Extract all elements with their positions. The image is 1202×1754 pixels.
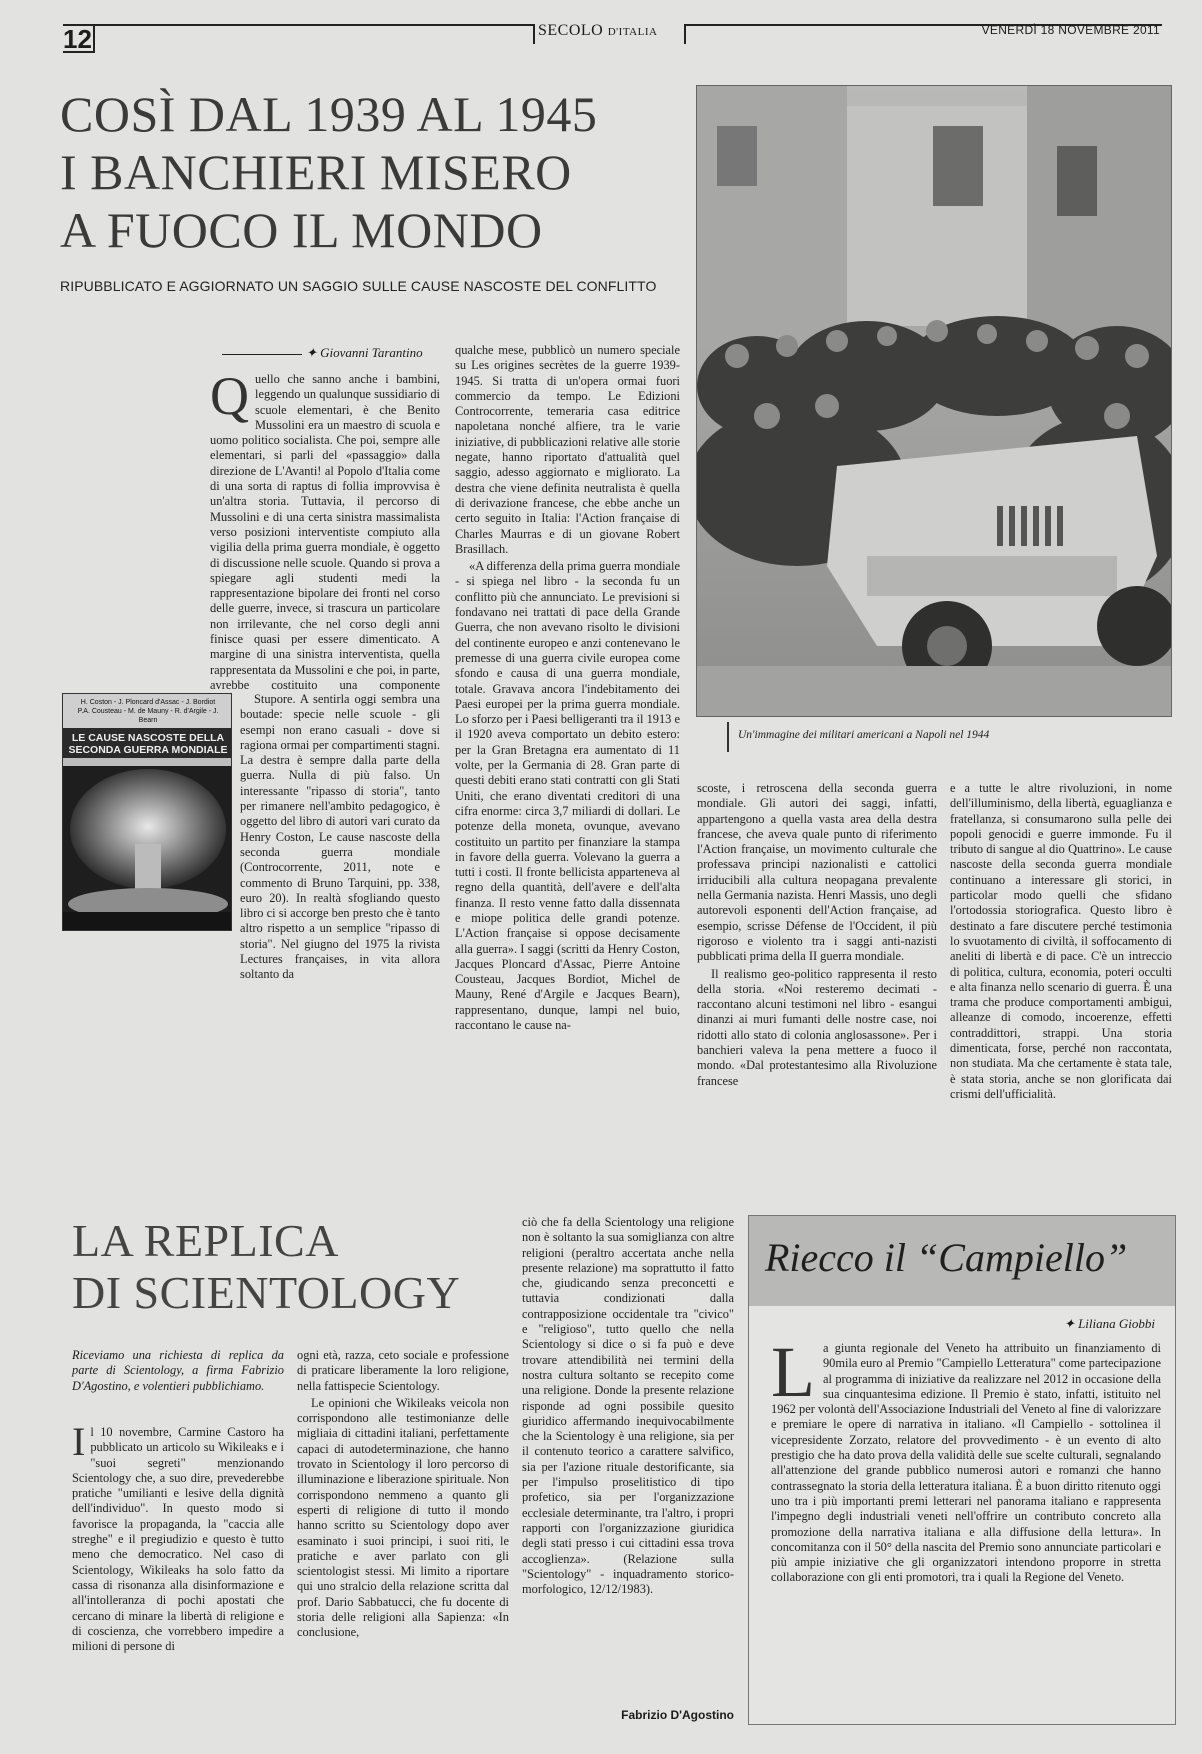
- book-authors-2: P.A. Cousteau - M. de Mauny - R. d'Argile - J. Bearn: [77, 708, 219, 724]
- replica-signature: Fabrizio D'Agostino: [621, 1708, 734, 1722]
- campiello-byline: ✦ Liliana Giobbi: [1063, 1316, 1155, 1331]
- replica-column-1: [72, 1425, 284, 1725]
- main-col3-para2: Il realismo geo-politico rappresenta il resto della storia. «Noi resteremo decimati - raccontano alcuni testimoni nel libro - esangui dinanzi ai muri fumanti delle nostre case, noi ridotti allo stato di colonia anglosassone». Per i banchieri valeva la pena mettere a fuoco il mondo. «Dal protestantesimo alla Rivoluzione francese: [697, 966, 937, 1088]
- replica-col3-para1: ciò che fa della Scientology una religione non è soltanto la sua somiglianza con altre religioni (peraltro accertata anche nella presente relazione) ma soprattutto il fatto che, giudicando senza preconcetti e tuttavia condizionati dalla contrapposizione occidentale tra "civico" e "religioso", tutto quello che nella Scientology si dice o si fa può e deve trovare attendibilità nei termini della nostra cultura soltanto se recepito come una religione. Donde la presente relazione risponde ad ogni possibile quesito giuridico affermando inequivocabilmente che la Scientology è una religione, sia per il contenuto teorico a carattere salvifico, sia per l'azione rituale destorificante, sia per l'impulso proselitistico di tipo profetico, sia per l'organizzazione ecclesiale determinante, tra l'altro, i propri rapporti con l'organizzazione giuridica degli stati presso i cui cittadini essa trova accoglienza». (Relazione sulla "Scientology" - inquadramento storico-morfologico, 12/12/1983).: [522, 1215, 734, 1597]
- main-subheadline: RIPUBBLICATO E AGGIORNATO UN SAGGIO SULLE CAUSE NASCOSTE DEL CONFLITTO: [60, 278, 657, 294]
- replica-column-2: [297, 1348, 509, 1725]
- main-byline: ✦ Giovanni Tarantino: [222, 345, 423, 361]
- campiello-headline: Riecco il “Campiello”: [765, 1235, 1128, 1280]
- main-column-2: [455, 343, 680, 1163]
- replica-col2-para1: ogni età, razza, ceto sociale e professione di praticare liberamente la loro religione, nella fattispecie Scientology.: [297, 1348, 509, 1393]
- main-column-1-top: [210, 372, 440, 692]
- main-col4-para1: e a tutte le altre rivoluzioni, in nome dell'illuminismo, della libertà, eguaglianza e fratellanza, si consumarono sulla pelle dei popoli genocidi e guerre immonde. Fu il tributo di sangue al dio Quattrino». Le cause nascoste della seconda guerra mondiale continuano a interessare gli storici, in particolar modo quelli che sfidano l'ortodossia storiografica. Questo libro è destinato a fare discutere perché testimonia lo svuotamento di civiltà, il soffocamento di aneliti di libertà e di pace. C'è un intreccio di politica, cultura, economia, poteri occulti e alta finanza nello scenario di guerra. È una trama che produce comportamenti ambigui, alleanze di comodo, incoerenze, effetti contraddittori, strappi. Una storia dimenticata, forse, perché non raccontata, non studiata. Ma che certamente è stata tale, è stata storia, anche se non glorificata dai crismi dell'ufficialità.: [950, 781, 1172, 1101]
- main-column-4: [950, 781, 1172, 1163]
- replica-headline: LA REPLICA DI SCIENTOLOGY: [72, 1215, 461, 1318]
- replica-col1-text: l 10 novembre, Carmine Castoro ha pubblicato un articolo su Wikileaks e i "suoi segreti" menzionando Scientology che, a suo dire, prevederebbe pratiche "umilianti e lesive della dignità dell'individuo". In questo modo si favorisce la propaganda, la "caccia alle streghe" e il pregiudizio e questo è tutto meno che democratico. Nel caso di Scientology, Wikileaks ha solo fatto da cassa di risonanza alla disinformazione e all'intolleranza di pochi apostati che cercano di minare la libertà di religione e di coscienza, che vorrebbero impedire a milioni di persone di: [72, 1425, 284, 1654]
- main-col2-para1: qualche mese, pubblicò un numero speciale su Les origines secrètes de la guerre 1939-1945. Si tratta di un'opera ormai fuori commercio da tempo. Le Edizioni Controcorrente, temeraria casa editrice napoletana nonché alfiere, tra le varie iniziative, di pubblicazioni relative alle storie negate, hanno riportato d'attualità quel saggio, adesso aggiornato e migliorato. La destra che viene definita neutralista è quella di derivazione francese, che ebbe anche un certo seguito in Italia: l'Action française di Charles Maurras e di un giovane Robert Brasillach.: [455, 343, 680, 556]
- main-col1-text-2: Stupore. A sentirla oggi sembra una boutade: specie nelle scuole - gli esempi non erano casuali - dove si ragiona ormai per compartimenti stagni. La destra è sempre dalla parte della guerra. Nulla di più falso. Un interessante "ripasso di storia", tanto per rimanere nell'ambito pedagogico, è oggetto del libro di autori vari curato da Henry Coston, Le cause nascoste della seconda guerra mondiale (Controcorrente, 2011, note e commento di Bruno Tarquini, pp. 338, euro 20). In realtà sfogliando questo libro ci si accorge ben presto che è tanto altro rispetto a un semplice "ripasso di storia". Nel giugno del 1975 la rivista Lectures françaises, in vita allora soltanto da: [240, 692, 440, 982]
- main-headline: COSÌ DAL 1939 AL 1945 I BANCHIERI MISERO A FUOCO IL MONDO: [60, 86, 598, 258]
- book-authors-1: H. Coston - J. Ploncard d'Assac - J. Bordiot: [80, 699, 216, 706]
- book-title: LE CAUSE NASCOSTE DELLA SECONDA GUERRA MONDIALE: [68, 732, 228, 756]
- replica-col2-para2: Le opinioni che Wikileaks veicola non corrispondono alle testimonianze delle migliaia di cittadini italiani, perfettamente capaci di autodeterminazione, che hanno trovato in Scientology il loro percorso di illuminazione e liberazione spirituale. Non corrispondono nemmeno a quanto gli esperti di religione di tutto il mondo hanno scritto su Scientology dopo aver esaminato i suoi principi, i suoi riti, le pratiche e aver parlato con gli scientologist stessi. Mi limito a riportare qui uno stralcio della relazione scritta dal prof. Dario Sabbatucci, che fu docente di storia delle religioni alla Sapienza: «In conclusione,: [297, 1395, 509, 1640]
- replica-dropcap: I: [72, 1425, 86, 1464]
- main-col1-text: uello che sanno anche i bambini, leggendo un qualunque sussidiario di scuole elementari, è che Benito Mussolini era un maestro di scuola e uomo politico socialista. Che poi, sempre alle elementari, si parli del «passaggio» dalla direzione de L'Avanti! al Popolo d'Italia come di una sorta di raptus di follia improvvisa è un'altra storia. Tuttavia, il percorso di Mussolini e di una certa sinistra massimalista verso posizioni interventiste compiuto alla vigilia della prima guerra mondiale, è oggetto di discussione nelle scuole. Quando si prova a spiegare agli studenti medi la rappresentazione bipolare dei fronti nel corso delle guerre, invece, si trascura un particolare non irrilevante, che nel corso degli anni finisce quasi per essere dimenticato. A margine di una sinistra interventista, quella rappresentata da Mussolini e che poi, in parte, avrebbe costituito una componente: [210, 372, 440, 692]
- main-col3-para1: scoste, i retroscena della seconda guerra mondiale. Gli autori dei saggi, infatti, appartengono a quella vasta area della destra francese, che aveva quale punto di riferimento l'Action française, un movimento culturale che professava principi nazionalisti e cattolici irriducibili alla cultura neopagana prevalente nella Germania nazista. Henri Massis, uno degli autorevoli esponenti dell'Action française, ad esempio, scrisse Défense de l'Occident, il più rigoroso e violento tra i saggi anti-nazisti pubblicati prima della II guerra mondiale.: [697, 781, 937, 964]
- soldiers-photo: [696, 85, 1172, 717]
- main-col2-para2: «A differenza della prima guerra mondiale - si spiega nel libro - la seconda fu un conflitto più che annunciato. Le previsioni si fondavano nei trattati di pace della Grande Guerra, che non avevano risolto le divisioni del continente europeo e anzi contenevano le premesse di una guerra civile europea come sfondo e causa di una guerra mondiale, totale. Gravava ancora l'indebitamento dei Paesi europei per la prima guerra mondiale. Lo sforzo per i Paesi belligeranti tra il 1913 e il 1920 aveva comportato un debito estero: per la Gran Bretagna era aumentato di 11 volte, per la Germania di 28. Gran parte di questi debiti erano stati contratti con gli Stati Uniti, che erano diventati creditori di una cifra enorme: circa 3,7 miliardi di dollari. Le potenze della moneta, ovunque, avevano costituito un partito per finanziare la stampa in favore della guerra. Volevano la guerra a tutti i costi. Il fronte bellicista apparteneva al regno della quantità, dell'avere e dell'alta finanza. Il resto venne fatto dalla dissennata e miope politica delle grandi potenze. L'Action française si oppose decisamente alla guerra». I saggi (scritti da Henry Coston, Jacques Ploncard d'Assac, Pierre Antoine Cousteau, Jacques Bordiot, Michel de Mauny, René d'Argile e Jacques Bearn), rappresentano, dunque, lampi nel buio, raccontano le cause na-: [455, 559, 680, 1033]
- masthead-title: SECOLO D'ITALIA: [538, 22, 658, 39]
- page-number: 12: [63, 25, 95, 53]
- book-cover-image: [62, 693, 232, 931]
- main-column-3: [697, 781, 937, 1163]
- photo-caption: Un'immagine dei militari americani a Napoli nel 1944: [738, 729, 990, 741]
- campiello-text: a giunta regionale del Veneto ha attribuito un finanziamento di 90mila euro al Premio "Campiello Letteratura" come partecipazione al programma di iniziative da realizzare nel 2012 in occasione della sua cinquantesima edizione. Il Premio è stato, infatti, istituito nel 1962 per volontà dell'Associazione Industriali del Veneto al fine di valorizzare e premiare le opere di narrativa in italiano. «Il Campiello - sottolinea il vicepresidente Zorzato, relatore del provvedimento - è un evento di alto prestigio che ha dato prova della validità delle sue scelte culturali, segnalando all'attenzione del grande pubblico numerosi autori e romanzi che hanno contrassegnato la storia della letteratura italiana. È a buon diritto ritenuto oggi uno tra i più importanti premi letterari nel panorama italiano e rappresenta l'impegno degli industriali veneti nell'offrire un contributo concreto alla promozione della narrativa italiana e alla diffusione della lettura». In concomitanza con il 50° della nascita del Premio sono annunciate particolari e più ampie iniziative che gli organizzatori intendono proporre in stretta collaborazione con gli enti promotori, tra i quali la Regione del Veneto.: [771, 1341, 1161, 1585]
- issue-date: VENERDÌ 18 NOVEMBRE 2011: [981, 23, 1160, 37]
- campiello-box: [748, 1215, 1176, 1725]
- campiello-dropcap: L: [771, 1341, 815, 1412]
- dropcap: Q: [210, 372, 249, 426]
- replica-intro: Riceviamo una richiesta di replica da parte di Scientology, a firma Fabrizio D'Agostino, e volentieri pubblichiamo.: [72, 1348, 284, 1393]
- replica-column-3: [522, 1215, 734, 1708]
- campiello-body: [771, 1341, 1161, 1721]
- main-column-1-bottom: [240, 692, 440, 1162]
